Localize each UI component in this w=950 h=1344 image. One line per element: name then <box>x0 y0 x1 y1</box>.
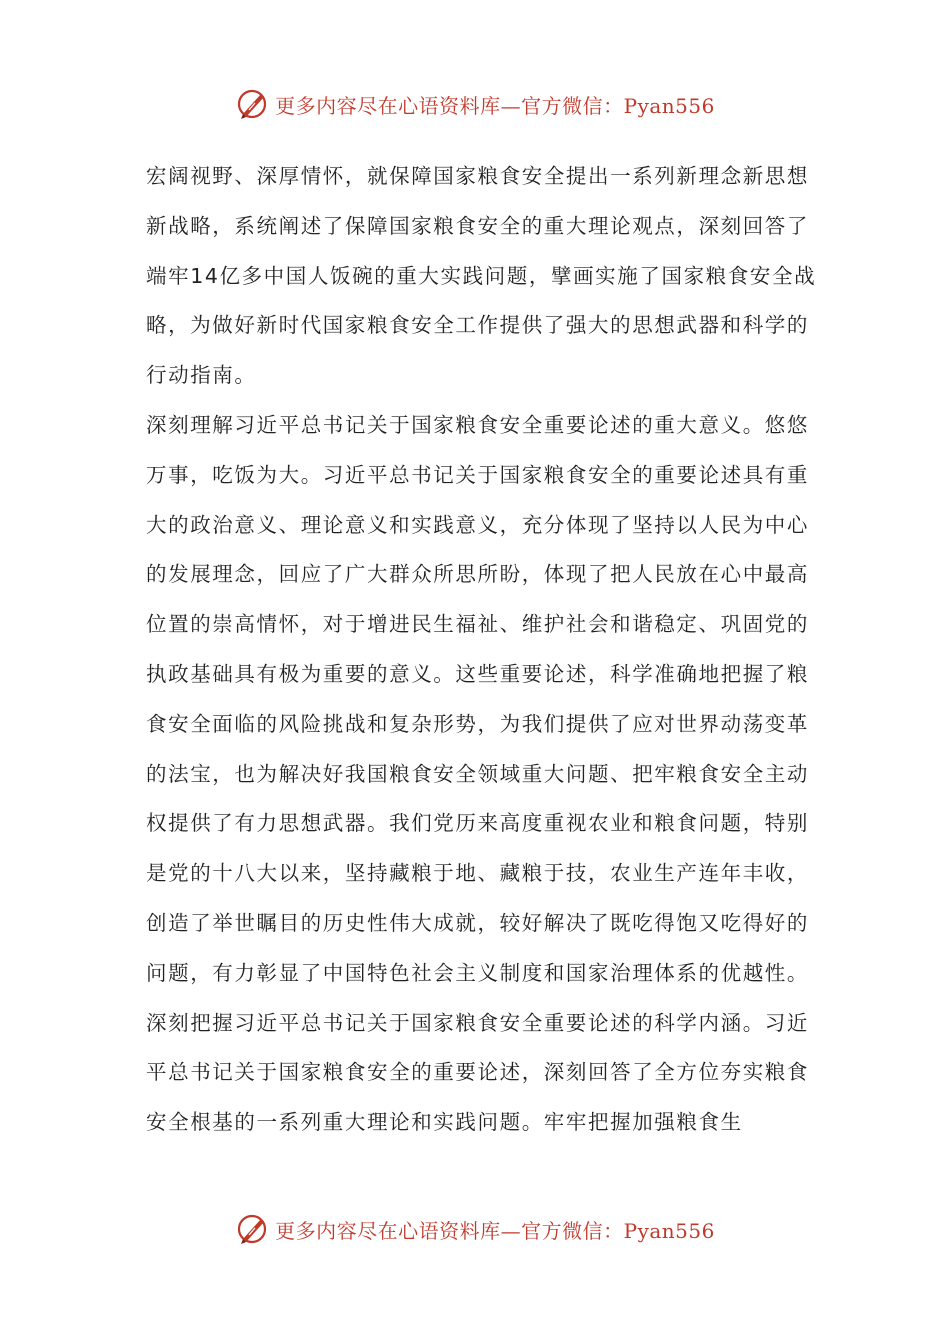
footer-slogan: 更多内容尽在心语资料库—官方微信：Pyan556 <box>275 1218 715 1243</box>
paragraph: 宏阔视野、深厚情怀，就保障国家粮食安全提出一系列新理念新思想新战略，系统阐述了保障国家粮食安全的重大理论观点，深刻回答了端牢14亿多中国人饭碗的重大实践问题，擘画实施了国家粮食安全战略，为做好新时代国家粮食安全工作提供了强大的思想武器和科学的行动指南。 <box>146 164 817 388</box>
paragraph: 深刻理解习近平总书记关于国家粮食安全重要论述的重大意义。悠悠万事，吃饭为大。习近平总书记关于国家粮食安全的重要论述具有重大的政治意义、理论意义和实践意义，充分体现了坚持以人民为中心的发展理念，回应了广大群众所思所盼，体现了把人民放在心中最高位置的崇高情怀，对于增进民生福祉、维护社会和谐稳定、巩固党的执政基础具有极为重要的意义。这些重要论述，科学准确地把握了粮食安全面临的风险挑战和复杂形势，为我们提供了应对世界动荡变革的法宝，也为解决好我国粮食安全领域重大问题、把牢粮食安全主动权提供了有力思想武器。我们党历来高度重视农业和粮食问题，特别是党的十八大以来，坚持藏粮于地、藏粮于技，农业生产连年丰收，创造了举世瞩目的历史性伟大成就，较好解决了既吃得饱又吃得好的问题，有力彰显了中国特色社会主义制度和国家治理体系的优越性。 <box>146 412 809 985</box>
pen-logo-icon <box>235 1211 271 1247</box>
footer-banner <box>0 1209 950 1249</box>
paragraph: 深刻把握习近平总书记关于国家粮食安全重要论述的科学内涵。习近平总书记关于国家粮食安全的重要论述，深刻回答了全方位夯实粮食安全根基的一系列重大理论和实践问题。牢牢把握加强粮食生 <box>146 1010 809 1135</box>
pen-logo-icon <box>235 86 271 122</box>
header-banner <box>0 84 950 124</box>
header-slogan: 更多内容尽在心语资料库—官方微信：Pyan556 <box>275 93 715 118</box>
document-body <box>146 152 826 1148</box>
